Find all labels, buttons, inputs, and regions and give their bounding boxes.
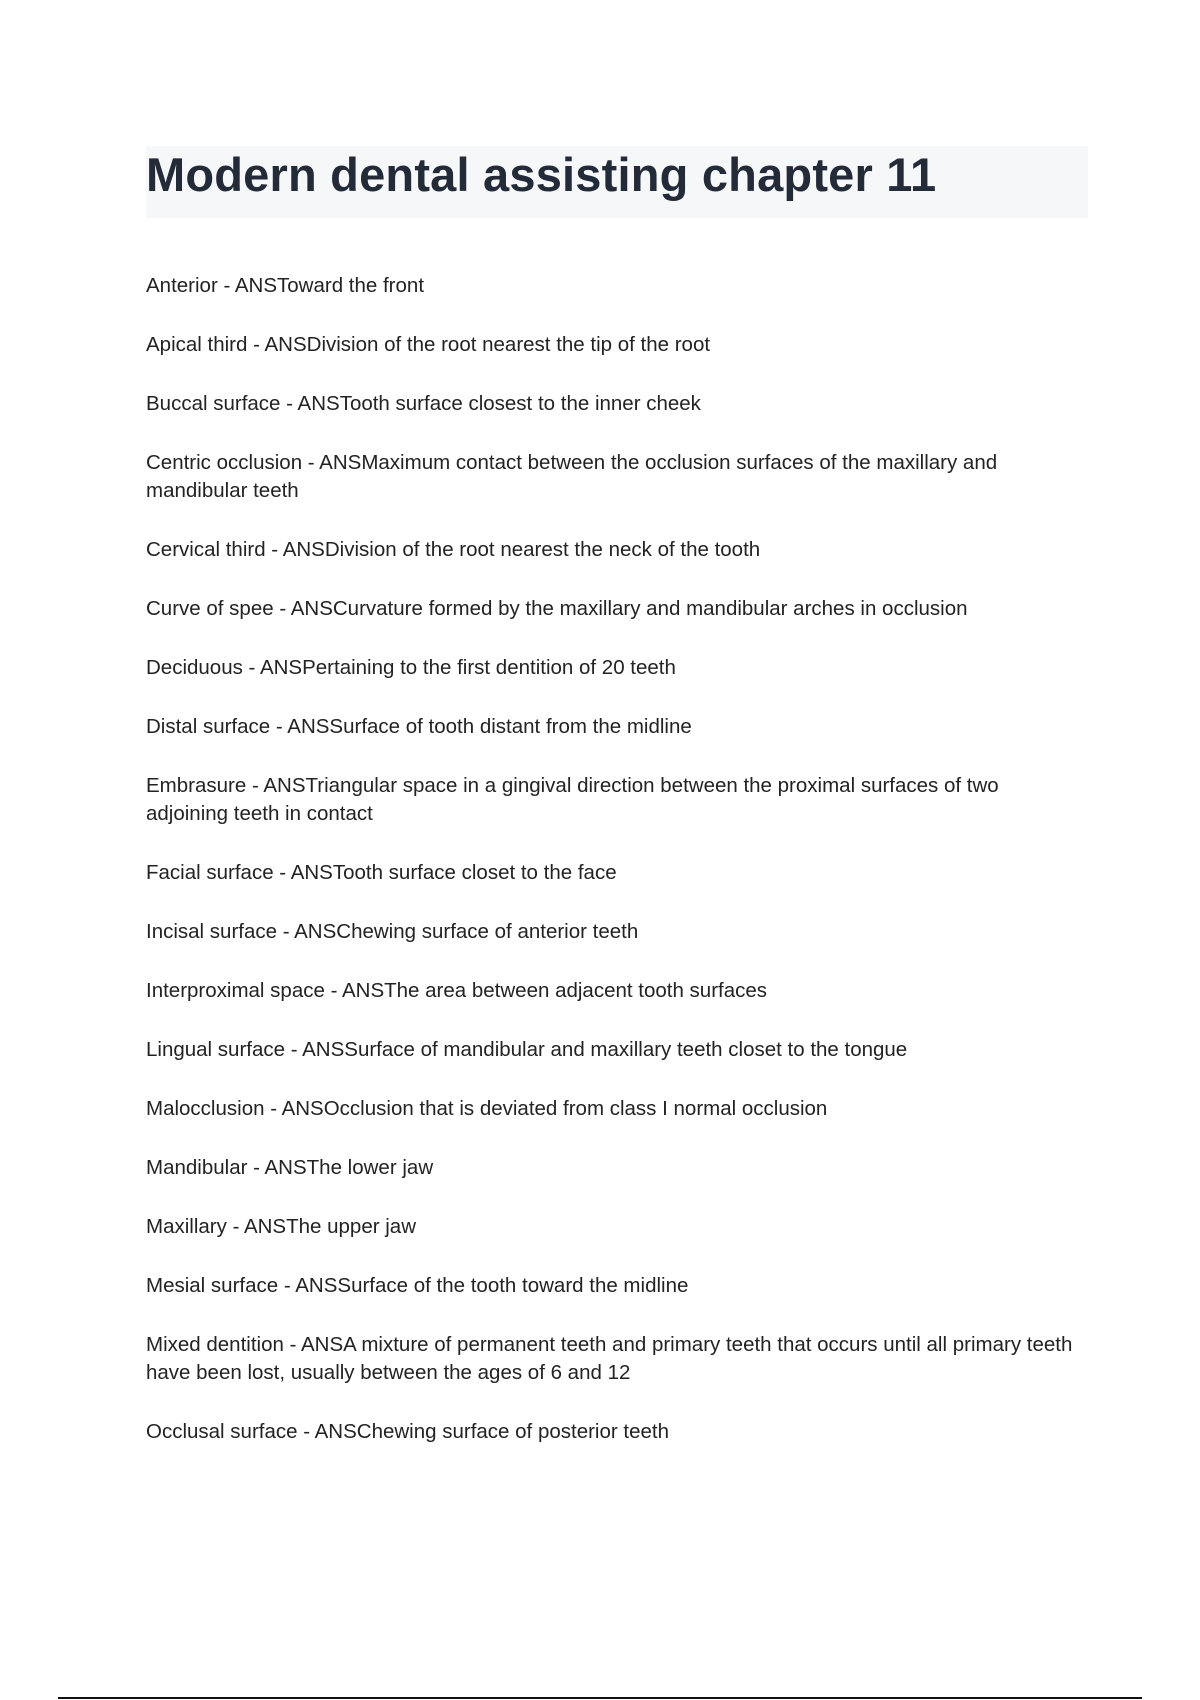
glossary-entry: Facial surface - ANSTooth surface closet to the face bbox=[146, 861, 617, 884]
glossary-entry: Lingual surface - ANSSurface of mandibular and maxillary teeth closet to the tongue bbox=[146, 1038, 908, 1061]
glossary-entry: Mandibular - ANSThe lower jaw bbox=[146, 1156, 434, 1179]
glossary-entry: Centric occlusion - ANSMaximum contact between the occlusion surfaces of the maxillary and mandibular teeth bbox=[146, 451, 998, 502]
glossary-entry: Malocclusion - ANSOcclusion that is deviated from class I normal occlusion bbox=[146, 1097, 828, 1120]
glossary-entry: Buccal surface - ANSTooth surface closest to the inner cheek bbox=[146, 392, 701, 415]
glossary-entry: Distal surface - ANSSurface of tooth distant from the midline bbox=[146, 715, 692, 738]
page-title: Modern dental assisting chapter 11 bbox=[146, 148, 937, 201]
glossary-entry: Curve of spee - ANSCurvature formed by the maxillary and mandibular arches in occlusion bbox=[146, 597, 968, 620]
glossary-entry: Mixed dentition - ANSA mixture of permanent teeth and primary teeth that occurs until all primary teeth have been lost, usually between the ages of 6 and 12 bbox=[146, 1333, 1073, 1384]
glossary-list bbox=[146, 272, 1076, 1446]
glossary-entry: Embrasure - ANSTriangular space in a gingival direction between the proximal surfaces of two adjoining teeth in contact bbox=[146, 774, 999, 825]
glossary-entry: Incisal surface - ANSChewing surface of anterior teeth bbox=[146, 920, 639, 943]
glossary-entry: Apical third - ANSDivision of the root nearest the tip of the root bbox=[146, 333, 711, 356]
glossary-entry: Interproximal space - ANSThe area between adjacent tooth surfaces bbox=[146, 979, 768, 1002]
glossary-entry: Occlusal surface - ANSChewing surface of posterior teeth bbox=[146, 1420, 669, 1443]
glossary-entry: Anterior - ANSToward the front bbox=[146, 274, 425, 297]
glossary-entry: Maxillary - ANSThe upper jaw bbox=[146, 1215, 417, 1238]
glossary-entry: Mesial surface - ANSSurface of the tooth toward the midline bbox=[146, 1274, 689, 1297]
footer-rule bbox=[58, 1697, 1142, 1699]
glossary-entry: Deciduous - ANSPertaining to the first dentition of 20 teeth bbox=[146, 656, 676, 679]
glossary-entry: Cervical third - ANSDivision of the root nearest the neck of the tooth bbox=[146, 538, 761, 561]
